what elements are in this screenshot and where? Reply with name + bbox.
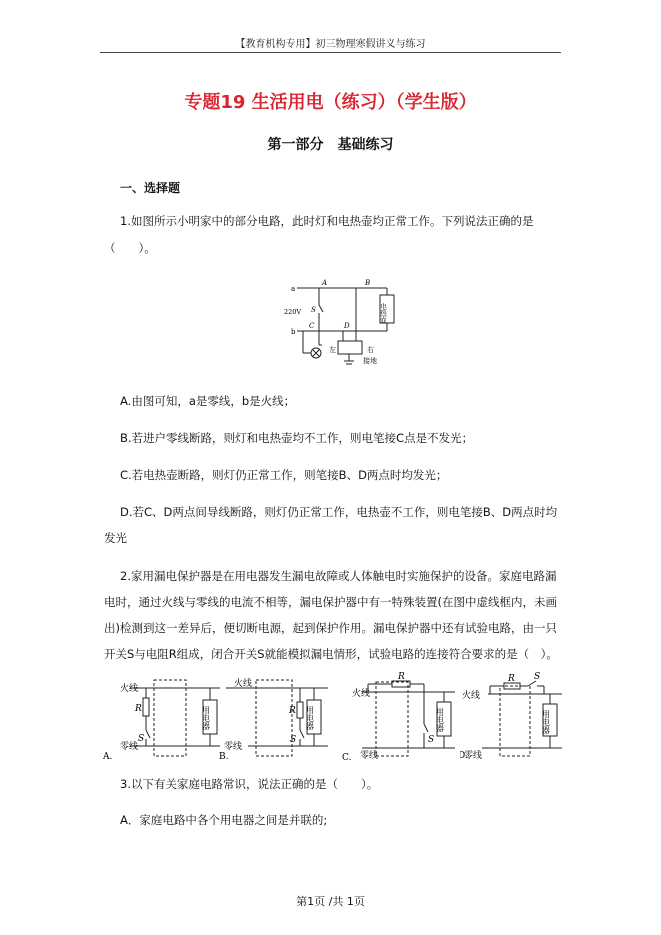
q2-stem-line3: 出)检测到这一差异后，便切断电源，起到保护作用。漏电保护器中还有试验电路，由一只 bbox=[104, 621, 557, 635]
diagram-c-s-label: S bbox=[428, 735, 435, 745]
diagram-a-r-label: R bbox=[135, 704, 142, 714]
q1-stem-line1: 1.如图所示小明家中的部分电路，此时灯和电热壶均正常工作。下列说法正确的是 bbox=[120, 214, 534, 228]
q3-option-a: A．家庭电路中各个用电器之间是并联的; bbox=[120, 813, 328, 827]
diagram-a-s-label: S bbox=[138, 734, 145, 744]
diagram-d-appliance-label: 用电器 bbox=[541, 710, 551, 734]
page-footer: 第1页 /共 1页 bbox=[296, 895, 365, 908]
fig1-label-B: B bbox=[365, 279, 371, 287]
diagram-c-appliance-label: 用电器 bbox=[435, 708, 445, 732]
diagram-b-s-label: S bbox=[290, 735, 297, 745]
fig1-label-A: A bbox=[322, 279, 328, 287]
fig1-label-a: a bbox=[291, 285, 296, 293]
fig1-label-C: C bbox=[309, 322, 315, 330]
page-header: 【教育机构专用】初三物理寒假讲义与练习 bbox=[235, 39, 426, 50]
diagram-b-neutral-label: 零线 bbox=[224, 742, 243, 752]
q1-option-d-line1: D.若C、D两点间导线断路，则灯仍正常工作，电热壶不工作，则电笔接B、D两点时均 bbox=[120, 505, 558, 519]
section-heading: 一、选择题 bbox=[120, 181, 181, 195]
diagram-c-option-label: C. bbox=[342, 753, 352, 763]
document-title: 专题19 生活用电（练习）（学生版） bbox=[184, 92, 477, 113]
diagram-d-r-label: R bbox=[508, 674, 515, 684]
q1-option-c: C.若电热壶断路，则灯仍正常工作，则笔接B、D两点时均发光； bbox=[120, 468, 448, 482]
fig1-label-S: S bbox=[311, 306, 316, 314]
diagram-b-live-label: 火线 bbox=[234, 679, 253, 689]
diagram-a-live-label: 火线 bbox=[120, 684, 139, 694]
part-title: 第一部分 基础练习 bbox=[267, 137, 394, 153]
q1-stem-line2: （ ）。 bbox=[104, 241, 156, 255]
fig1-label-right: 右 bbox=[367, 346, 374, 354]
header-rule bbox=[100, 52, 561, 53]
diagram-a-appliance-label: 用电器 bbox=[201, 706, 211, 730]
fig1-label-D: D bbox=[344, 322, 350, 330]
diagram-d-option-label: D. bbox=[460, 751, 468, 761]
diagram-b-option-label: B. bbox=[219, 752, 229, 762]
diagram-a-option-label: A. bbox=[103, 752, 113, 762]
diagram-c-live-label: 火线 bbox=[352, 689, 371, 699]
fig1-label-heater: 电热壶 bbox=[379, 303, 387, 323]
q2-diagram-b bbox=[218, 676, 348, 764]
fig1-label-voltage: 220V bbox=[284, 308, 302, 316]
q1-option-a: A.由图可知，a是零线，b是火线； bbox=[120, 394, 296, 408]
diagram-c-r-label: R bbox=[398, 672, 405, 682]
q2-diagram-c bbox=[340, 672, 468, 764]
diagram-b-appliance-label: 用电器 bbox=[305, 706, 315, 730]
diagram-d-live-label: 火线 bbox=[462, 691, 481, 701]
q2-diagram-d bbox=[460, 672, 570, 764]
fig1-label-ground: 接地 bbox=[363, 357, 377, 365]
diagram-d-neutral-label: 零线 bbox=[464, 751, 483, 761]
fig1-label-b: b bbox=[291, 328, 296, 336]
q1-option-b: B.若进户零线断路，则灯和电热壶均不工作，则电笔接C点是不发光； bbox=[120, 431, 474, 445]
q2-stem-line4: 开关S与电阻R组成，闭合开关S就能模拟漏电情形，试验电路的连接符合要求的是（ ）。 bbox=[104, 647, 558, 661]
diagram-d-s-label: S bbox=[534, 672, 541, 682]
q1-option-d-line2: 发光 bbox=[104, 531, 127, 545]
q3-stem: 3.以下有关家庭电路常识，说法正确的是（ ）。 bbox=[120, 777, 379, 791]
diagram-a-neutral-label: 零线 bbox=[120, 742, 139, 752]
q2-diagram-a bbox=[100, 676, 230, 764]
fig1-label-left: 左 bbox=[329, 346, 336, 354]
diagram-c-neutral-label: 零线 bbox=[360, 751, 379, 761]
q2-stem-line2: 电时，通过火线与零线的电流不相等，漏电保护器中有一特殊装置(在图中虚线框内，未画 bbox=[104, 595, 557, 609]
diagram-b-r-label: R bbox=[289, 706, 296, 716]
q1-circuit-figure bbox=[283, 275, 403, 373]
q2-stem-line1: 2.家用漏电保护器是在用电器发生漏电故障或人体触电时实施保护的设备。家庭电路漏 bbox=[120, 569, 557, 583]
